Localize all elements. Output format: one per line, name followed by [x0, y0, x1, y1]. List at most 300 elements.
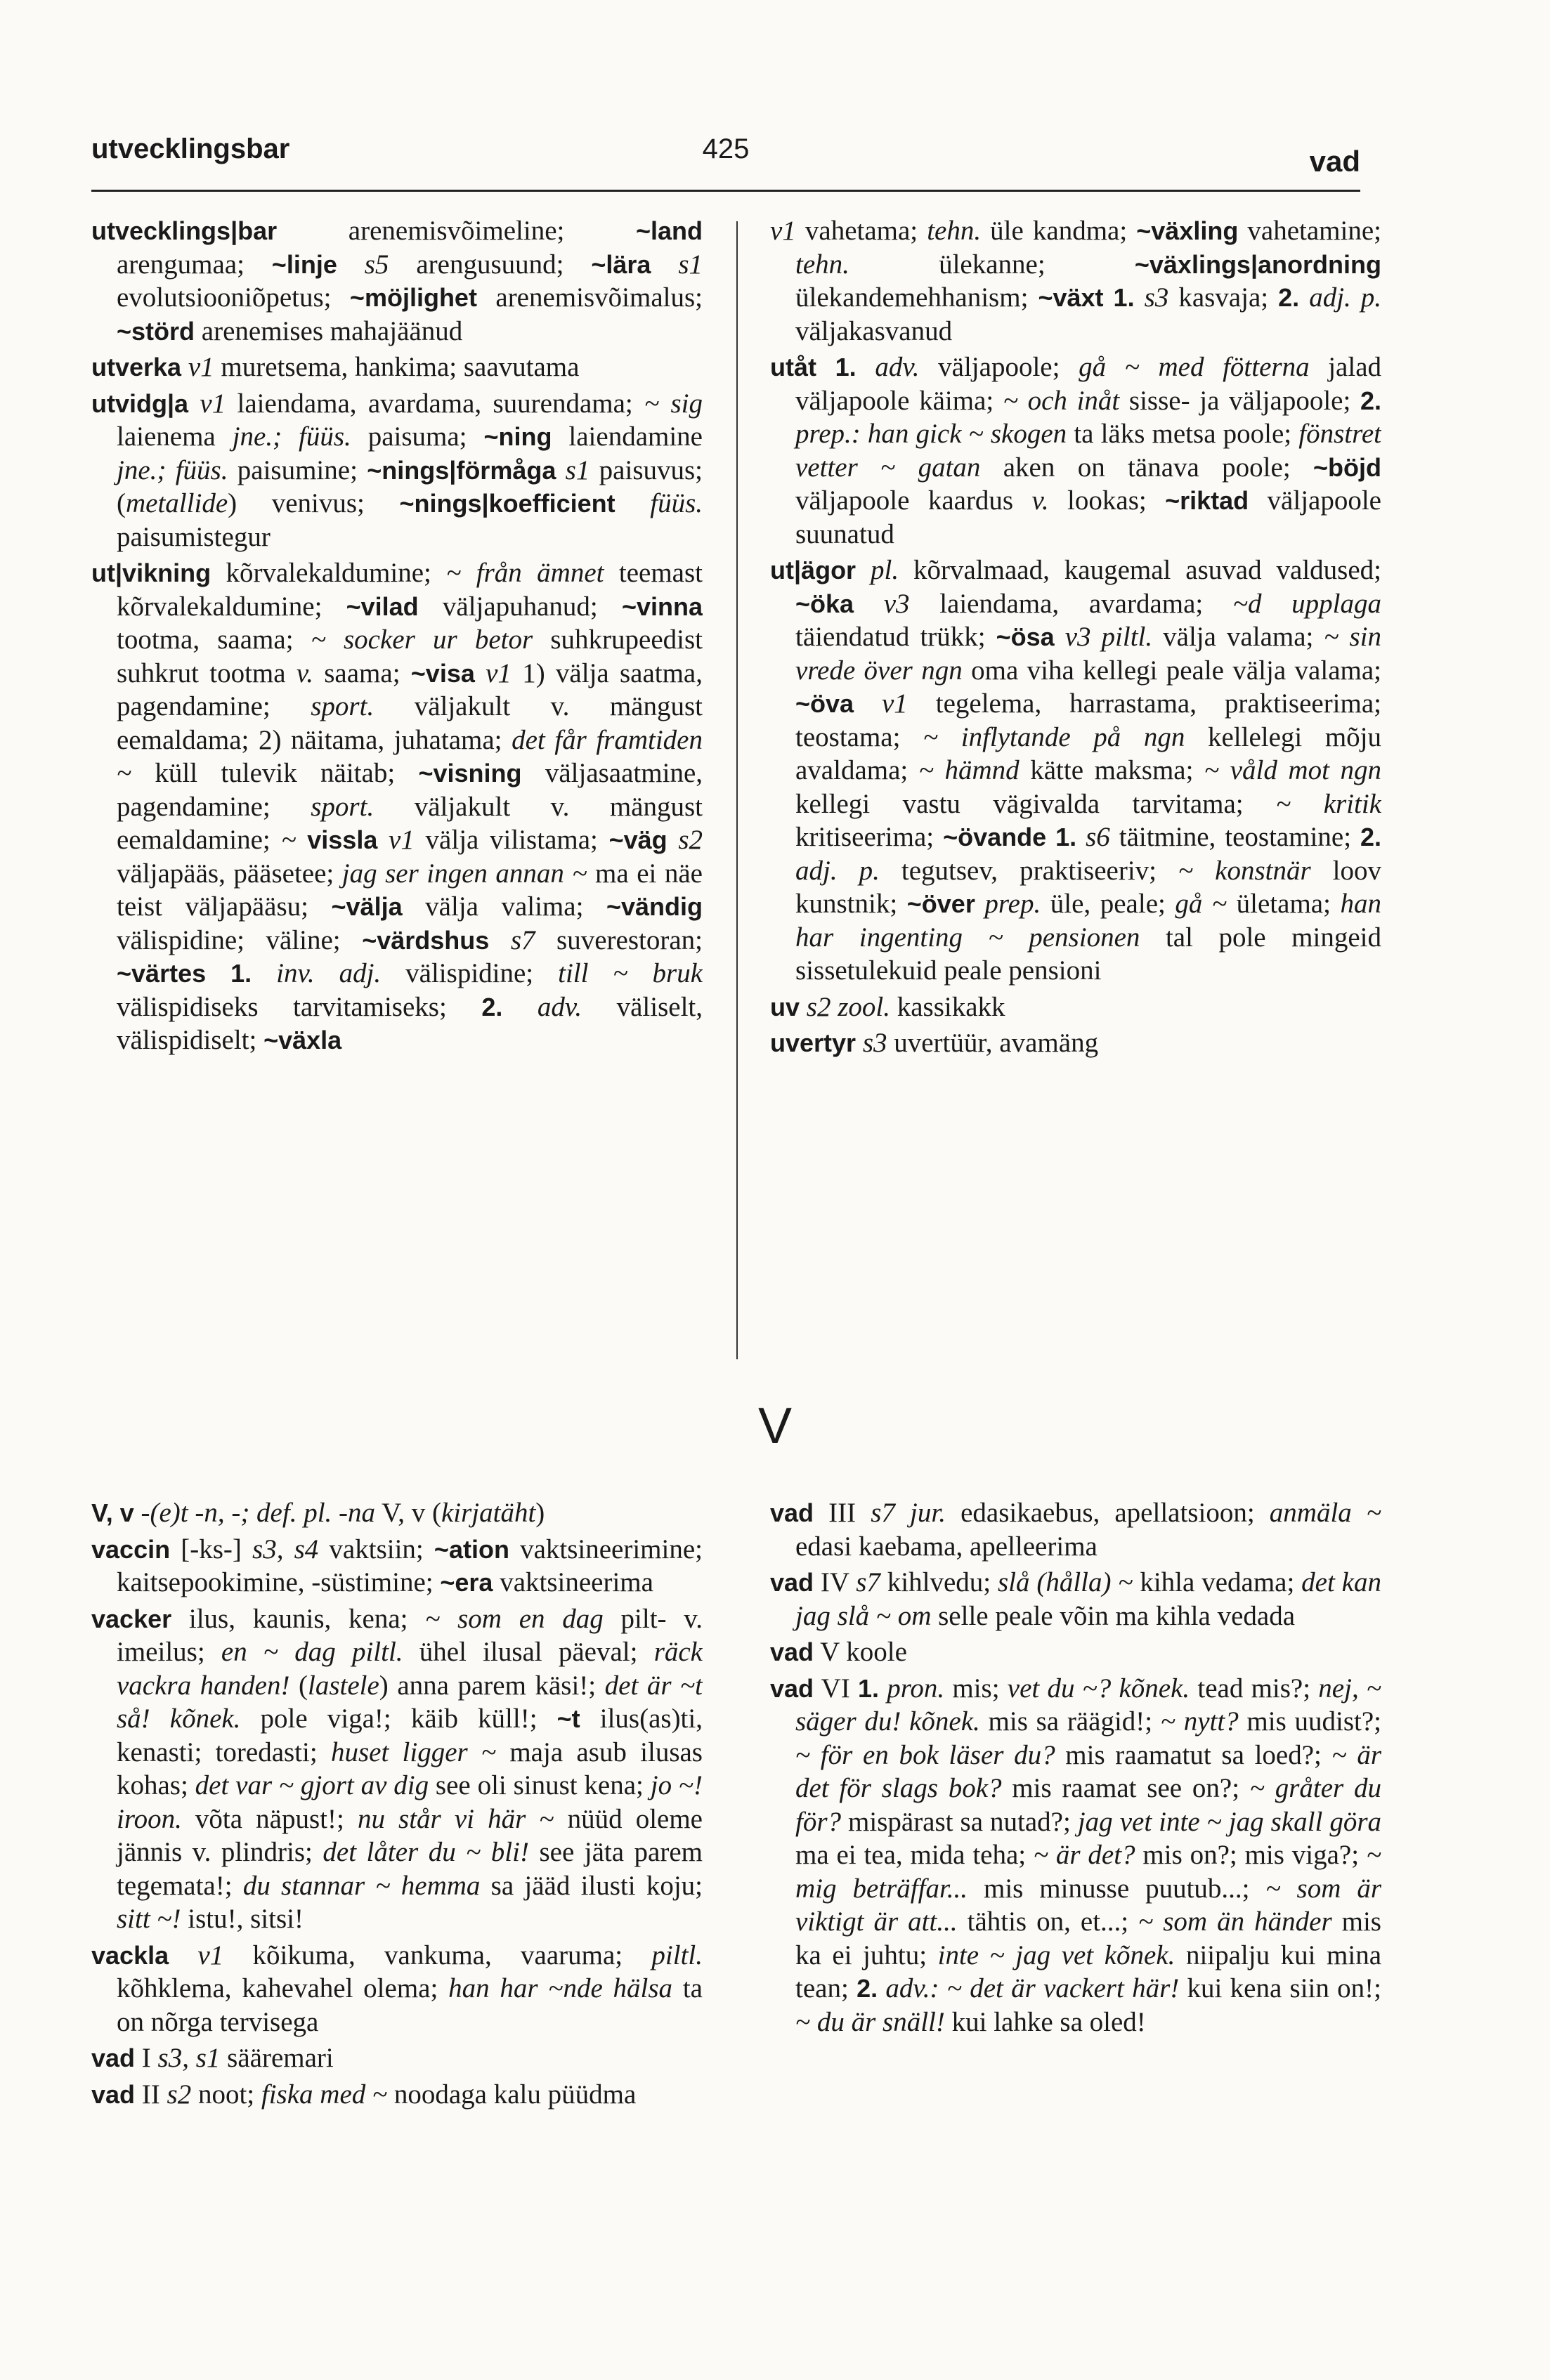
entry-text — [856, 555, 871, 585]
italic-gloss: v. — [296, 658, 313, 688]
entry-text — [252, 958, 276, 988]
entry-text: ühel ilusal päeval; — [403, 1637, 654, 1667]
entry-text: väljasaatmine, pagendamine; — [117, 758, 703, 822]
entry-text: niipalju kui mina tean; — [795, 1940, 1381, 2003]
dictionary-entry — [770, 554, 1381, 988]
entry-text — [1076, 822, 1086, 852]
italic-gloss: slå (hålla) ~ — [997, 1567, 1133, 1597]
entry-text: välispidiseks tarvitamiseks; — [117, 991, 482, 1022]
entry-text: arengusuund; — [389, 249, 592, 280]
italic-gloss: sport. — [311, 691, 375, 721]
italic-gloss: ~ som en dag — [425, 1603, 604, 1634]
entry-text: paisumine; — [228, 455, 367, 485]
entry-text: sääremari — [220, 2043, 334, 2073]
entry-text: lookas; — [1048, 485, 1166, 516]
dictionary-entry — [770, 1496, 1381, 1563]
entry-text: üle kandma; — [981, 216, 1137, 246]
italic-gloss: kirjatäht — [441, 1498, 536, 1528]
entry-text: välispidine; — [381, 958, 559, 988]
headword: ~värtes — [117, 959, 207, 988]
entry-text: väljapääs, pääsetee; — [117, 858, 342, 889]
headword: vissla — [307, 825, 378, 854]
italic-gloss: s3 — [862, 1028, 887, 1058]
headword: ~lära — [591, 249, 651, 279]
headword: ~växling — [1136, 216, 1239, 245]
entry-text: V, v ( — [375, 1498, 441, 1528]
dictionary-entry — [770, 1672, 1381, 2039]
italic-gloss: ~ som är viktigt är att... — [795, 1873, 1381, 1937]
headword: ~vinna — [621, 591, 703, 621]
headword: ~öka — [795, 589, 854, 618]
dictionary-entry — [770, 1566, 1381, 1633]
entry-text: vaktsineerimine; kaitsepookimine, -süstimine; — [117, 1534, 703, 1597]
entry-text: pole viga!; käib küll!; — [240, 1704, 557, 1734]
entry-text — [1104, 282, 1114, 313]
entry-text: kellelegi mõju avaldama; — [795, 721, 1381, 785]
headword: vacker — [91, 1604, 172, 1633]
headword: ~nings|förmåga — [367, 455, 556, 485]
entry-text: ( — [289, 1670, 308, 1701]
headword: ut|ägor — [770, 556, 857, 584]
entry-text: mis sa räägid!; — [979, 1706, 1161, 1737]
italic-gloss: adj. p. — [1309, 282, 1381, 313]
section-u-entries — [91, 214, 1381, 1366]
entry-text: üle, peale; — [1041, 889, 1175, 919]
italic-gloss: adv. — [875, 352, 920, 382]
column-divider — [736, 221, 738, 1359]
italic-gloss: han har ingenting ~ pensionen — [795, 889, 1381, 953]
headword: ~t — [556, 1704, 580, 1733]
italic-gloss: s2 — [167, 2079, 192, 2110]
headword: ~väg — [608, 825, 667, 854]
italic-gloss: inv. adj. — [276, 958, 382, 988]
italic-gloss: ~ som än händer — [1138, 1907, 1332, 1937]
italic-gloss: ~ inflytande på ngn — [923, 721, 1185, 752]
headword: 2. — [1360, 386, 1381, 415]
italic-gloss: ~ för en bok läser du? — [795, 1739, 1055, 1770]
entry-text: IV — [814, 1567, 857, 1597]
entry-text: ma ei näe teist väljapääsu; — [117, 858, 703, 922]
dictionary-entry — [770, 990, 1381, 1024]
entry-text: väljakult v. mängust eemaldamine; — [117, 791, 703, 855]
entry-text: sisse- ja väljapoole; — [1119, 385, 1360, 416]
entry-text — [856, 1028, 863, 1058]
italic-gloss: jag ser ingen annan ~ — [341, 858, 587, 889]
dictionary-entry — [91, 2078, 703, 2112]
entry-text — [651, 249, 678, 280]
italic-gloss: s2 zool. — [806, 991, 890, 1022]
entry-text: kõrvalmaad, kaugemal asuvad valdused; — [899, 555, 1381, 585]
running-head-right: vad — [1309, 145, 1360, 178]
italic-gloss: prep.: han gick ~ skogen — [795, 419, 1067, 449]
entry-text: [-ks-] — [170, 1534, 253, 1564]
headword: ~visa — [410, 658, 475, 688]
italic-gloss: nej, ~ säger du! kõnek. — [795, 1673, 1381, 1737]
italic-gloss: ~ sin vrede över ngn — [795, 622, 1381, 686]
headword: ~vändig — [606, 892, 703, 921]
italic-gloss: ~ gråter du för? — [795, 1773, 1381, 1837]
entry-text: kellegi vastu vägivalda tarvitama; — [795, 788, 1277, 819]
headword: ~era — [440, 1568, 493, 1597]
headword: vad — [770, 1673, 814, 1703]
italic-gloss: v1 — [200, 388, 226, 419]
italic-gloss: till ~ bruk — [558, 958, 703, 988]
entry-text: laiendama, avardama, suurendama; — [226, 388, 645, 419]
entry-text: kihlvedu; — [880, 1567, 998, 1597]
italic-gloss: sport. — [311, 791, 375, 822]
entry-text — [188, 388, 200, 419]
headword: ~växt — [1038, 283, 1104, 312]
headword: 1. — [230, 959, 252, 988]
entry-text: mis on?; mis viga?; — [1135, 1840, 1367, 1870]
italic-gloss: s2 — [678, 825, 703, 855]
entry-text — [489, 925, 511, 955]
headword: ~över — [906, 889, 975, 918]
headword: 2. — [1278, 283, 1300, 312]
entry-text: arenemisvõimeline; — [277, 216, 636, 246]
italic-gloss: s7 — [510, 924, 535, 955]
entry-text: kassikakk — [890, 991, 1005, 1022]
italic-gloss: det låter du ~ bli! — [323, 1837, 529, 1867]
dictionary-entry — [91, 351, 703, 384]
italic-gloss: det var ~ gjort av dig — [195, 1770, 429, 1800]
entry-text: aken on tänava poole; — [980, 452, 1313, 483]
entry-text — [816, 352, 835, 382]
entry-text: see oli sinust kena; — [429, 1770, 651, 1800]
headword: ~visning — [418, 759, 522, 787]
italic-gloss: s7 — [856, 1567, 880, 1597]
entry-text — [616, 488, 651, 518]
entry-text: väljapuhanud; — [418, 591, 622, 622]
headword: vad — [770, 1568, 814, 1597]
headword: vad — [91, 2079, 136, 2109]
entry-text: edasikaebus, apellatsioon; — [945, 1498, 1270, 1528]
italic-gloss: adv.: ~ det är vackert här! — [885, 1973, 1180, 2003]
dictionary-entry — [91, 1533, 703, 1600]
entry-text: kui kena siin on!; — [1179, 1973, 1381, 2003]
entry-text: mis raamatut sa loed?; — [1055, 1739, 1332, 1770]
entry-text — [857, 352, 875, 382]
italic-gloss: adj. p. — [795, 855, 880, 886]
entry-text: pilt- v. imeilus; — [117, 1603, 703, 1667]
italic-gloss: s1 — [565, 455, 590, 485]
italic-gloss: fiska med ~ — [261, 2079, 388, 2110]
entry-text: kõhklema, kahevahel olema; — [117, 1973, 449, 2003]
dictionary-entry — [770, 214, 1381, 348]
entry-text: kõrvalekaldumine; — [211, 558, 447, 588]
headword: utvecklings|bar — [91, 216, 278, 245]
header-rule — [91, 190, 1360, 192]
entry-text: välja vilistama; — [414, 825, 609, 855]
italic-gloss: lastele — [307, 1670, 379, 1701]
italic-gloss: s3 — [1144, 282, 1169, 313]
italic-gloss: jne.; füüs. — [117, 455, 228, 485]
headword: 1. — [1055, 823, 1077, 851]
entry-text: vaktsineerima — [493, 1567, 653, 1597]
entry-text — [206, 958, 230, 988]
italic-gloss: jo ~! iroon. — [117, 1770, 703, 1834]
headword: ~land — [635, 216, 703, 245]
entry-text: mis; — [944, 1673, 1008, 1704]
italic-gloss: ~ mig beträffar... — [795, 1840, 1381, 1904]
dictionary-entry — [91, 2041, 703, 2075]
column-top-right — [770, 214, 1381, 1366]
headword: utvidg|a — [91, 388, 189, 418]
entry-text — [878, 1973, 885, 2003]
entry-text: väljapoole kaardus — [795, 485, 1032, 516]
entry-text: ilus(as)ti, kenasti; toredasti; — [117, 1704, 703, 1767]
italic-gloss: anmäla ~ — [1269, 1498, 1381, 1528]
headword: uvertyr — [770, 1028, 857, 1057]
entry-text — [667, 825, 679, 855]
entry-text: jalad väljapoole käima; — [795, 352, 1381, 416]
dictionary-entry — [91, 1602, 703, 1936]
headword: 2. — [1360, 823, 1381, 851]
italic-gloss: ~ — [281, 825, 297, 855]
entry-text: nüüd oleme jännis v. plindris; — [117, 1803, 703, 1867]
italic-gloss: jag vet inte ~ jag skall göra — [1077, 1806, 1381, 1837]
headword: ~nings|koefficient — [399, 489, 616, 518]
entry-text: laiendamine — [552, 421, 703, 452]
headword: ~ning — [483, 422, 552, 451]
italic-gloss: v1 — [770, 216, 796, 246]
entry-text: mis ka ei juhtu; — [795, 1907, 1381, 1970]
entry-text: võta näpust!; — [181, 1803, 358, 1834]
entry-text: see jäta parem tegemata!; — [117, 1837, 703, 1901]
entry-text: tegutsev, praktiseeriv; — [879, 855, 1179, 886]
entry-text: arengumaa; — [117, 249, 272, 280]
italic-gloss: huset ligger ~ — [330, 1737, 497, 1767]
italic-gloss: pl. — [871, 555, 899, 585]
headword: ~värdshus — [362, 925, 490, 955]
italic-gloss: ~ våld mot ngn — [1204, 755, 1381, 785]
italic-gloss: det är ~t så! kõnek. — [117, 1670, 703, 1734]
italic-gloss: det får framtiden ~ — [117, 724, 703, 788]
italic-gloss: jne.; füüs. — [232, 421, 351, 452]
italic-gloss: ~ nytt? — [1160, 1706, 1239, 1737]
dictionary-entry — [91, 387, 703, 554]
headword: ~böjd — [1313, 452, 1381, 482]
italic-gloss: adv. — [537, 991, 582, 1022]
headword: ~störd — [117, 316, 195, 346]
entry-text: kasvaja; — [1168, 282, 1279, 313]
headword: ~möjlighet — [349, 283, 477, 312]
italic-gloss: ~ är det? — [1033, 1840, 1135, 1870]
headword: ~ation — [434, 1534, 509, 1564]
entry-text: mis minusse puutub...; — [968, 1873, 1266, 1904]
entry-text: noodaga kalu püüdma — [387, 2079, 637, 2110]
italic-gloss: metallide — [126, 488, 228, 518]
italic-gloss: ~ från ämnet — [446, 558, 604, 588]
entry-text: tal pole mingeid sissetulekuid peale pensioni — [795, 922, 1381, 986]
entry-text: ülekandemehhanism; — [795, 282, 1038, 313]
entry-text: laiendama, avardama; — [909, 588, 1233, 619]
entry-text: suverestoran; — [535, 924, 703, 955]
entry-text: loov kunstnik; — [795, 855, 1381, 919]
entry-text: ületama; — [1227, 889, 1341, 919]
entry-text: sa jääd ilusti koju; — [480, 1870, 703, 1901]
headword: ~övande — [943, 823, 1047, 851]
entry-text — [854, 688, 882, 719]
entry-text: tähtis on, et...; — [957, 1907, 1139, 1937]
entry-text: suhkrupeedist suhkrut tootma — [117, 625, 703, 688]
entry-text: kätte maksma; — [1019, 755, 1205, 785]
entry-text — [502, 992, 538, 1022]
column-bottom-right — [770, 1496, 1381, 2283]
entry-text: paisumistegur — [117, 521, 271, 552]
italic-gloss: s3, s4 — [252, 1534, 319, 1564]
italic-gloss: han har ~nde hälsa — [448, 1973, 673, 2003]
italic-gloss: sitt ~! — [117, 1904, 181, 1934]
headword: 1. — [835, 353, 857, 381]
italic-gloss: v3 piltl. — [1064, 622, 1153, 652]
italic-gloss: det kan jag slå ~ om — [795, 1567, 1381, 1631]
entry-text: oma viha kellegi peale välja valama; — [962, 655, 1381, 686]
entry-text — [556, 455, 565, 485]
headword: ~riktad — [1165, 486, 1249, 515]
section-letter-heading: V — [757, 1398, 793, 1454]
headword: ~växla — [263, 1026, 342, 1054]
entry-text: välja valima; — [402, 891, 606, 922]
entry-text: VI — [814, 1673, 858, 1704]
entry-text — [854, 589, 884, 619]
entry-text — [1135, 282, 1145, 313]
italic-gloss: s6 — [1086, 822, 1110, 852]
dictionary-entry — [91, 214, 703, 348]
entry-text: väljakasvanud — [795, 315, 953, 346]
column-top-left — [91, 214, 703, 1366]
italic-gloss: gå ~ med fötterna — [1079, 352, 1310, 382]
entry-text: ilus, kaunis, kena; — [171, 1603, 426, 1634]
italic-gloss: ~ och inåt — [1003, 385, 1120, 416]
entry-text: noot; — [191, 2079, 261, 2110]
dictionary-entry — [770, 351, 1381, 551]
italic-gloss: ~ konstnär — [1178, 855, 1311, 886]
entry-text: kritiseerima; — [795, 822, 944, 852]
entry-text — [1055, 622, 1065, 652]
entry-text: kõikuma, vankuma, vaaruma; — [223, 1940, 652, 1970]
italic-gloss: v1 — [389, 825, 415, 855]
entry-text: ta läks metsa poole; — [1067, 419, 1299, 449]
italic-gloss: füüs. — [650, 488, 703, 518]
italic-gloss: s3, s1 — [157, 2043, 221, 2073]
italic-gloss: ~ kritik — [1276, 788, 1381, 819]
headword: ~ösa — [996, 622, 1055, 651]
italic-gloss: gå ~ — [1175, 889, 1227, 919]
italic-gloss: ~ hämnd — [918, 755, 1020, 785]
entry-text — [879, 1673, 887, 1704]
italic-gloss: s1 — [678, 249, 703, 280]
entry-text: täiendatud trükk; — [795, 622, 996, 652]
headword: vad — [770, 1498, 814, 1527]
entry-text — [181, 352, 188, 382]
headword: 2. — [481, 992, 503, 1021]
entry-text: edasi kaebama, apelleerima — [795, 1531, 1098, 1562]
entry-text: paisuvus; ( — [117, 455, 703, 518]
entry-text: ülekanne; — [849, 249, 1135, 280]
entry-text — [337, 249, 365, 280]
entry-text — [377, 825, 389, 855]
italic-gloss: piltl. — [651, 1940, 703, 1970]
entry-text: kui lahke sa oled! — [944, 2006, 1146, 2037]
entry-text: välispidine; väline; — [117, 924, 363, 955]
italic-gloss: v1 — [486, 658, 512, 688]
headword: utverka — [91, 353, 182, 381]
page-header — [91, 133, 1360, 204]
dictionary-entry — [91, 1939, 703, 2039]
italic-gloss: nu står vi här ~ — [357, 1803, 554, 1834]
entry-text: laienema — [117, 421, 233, 452]
entry-text: tootma, saama; — [117, 625, 311, 655]
headword: ~vilad — [346, 591, 419, 621]
dictionary-entry — [91, 1496, 703, 1530]
italic-gloss: fönstret vetter ~ gatan — [795, 419, 1381, 483]
italic-gloss: v1 — [188, 352, 214, 382]
entry-text: tead mis?; — [1190, 1673, 1319, 1704]
entry-text: istu!, sitsi! — [181, 1904, 304, 1934]
dictionary-entry — [91, 556, 703, 1057]
entry-text: välja valama; — [1152, 622, 1324, 652]
entry-text: väljakult v. mängust eemaldama; 2) näitama, juhatama; — [117, 691, 703, 755]
dictionary-entry — [770, 1026, 1381, 1060]
entry-text: III — [814, 1498, 871, 1528]
entry-text: paisuma; — [351, 421, 484, 452]
italic-gloss: s7 jur. — [871, 1498, 946, 1528]
entry-text: väliselt, välispidiselt; — [117, 991, 703, 1055]
entry-text: kihla vedama; — [1133, 1567, 1302, 1597]
entry-text: vaktsiin; — [318, 1534, 434, 1564]
headword: vackla — [91, 1940, 169, 1970]
entry-text: vahetamine; — [1238, 216, 1381, 246]
entry-text: ta on nõrga tervisega — [117, 1973, 703, 2037]
entry-text: II — [135, 2079, 167, 2110]
entry-text — [169, 1940, 197, 1970]
section-v-entries — [91, 1496, 1381, 2283]
entry-text: muretsema, hankima; saavutama — [214, 352, 580, 382]
dictionary-entry — [770, 1635, 1381, 1669]
entry-text — [475, 658, 486, 688]
entry-text: väljapoole suunatud — [795, 485, 1381, 549]
entry-text: uvertüür, avamäng — [887, 1028, 1099, 1058]
entry-text: tegelema, harrastama, praktiseerima; teostama; — [795, 688, 1381, 752]
entry-text: arenemises mahajäänud — [195, 315, 463, 346]
headword: 1. — [1113, 283, 1135, 312]
entry-text: väljapoole; — [919, 352, 1079, 382]
entry-text: evolutsiooniõpetus; — [117, 282, 350, 313]
headword: 2. — [857, 1974, 878, 2003]
entry-text: mis uudist?; — [1238, 1706, 1381, 1737]
entry-text — [1046, 822, 1055, 852]
italic-gloss: ~ är det för slags bok? — [795, 1739, 1381, 1803]
entry-text: täitmine, teostamine; — [1109, 822, 1360, 852]
italic-gloss: ~ sig — [644, 388, 703, 419]
italic-gloss: ~d upplaga — [1232, 588, 1381, 619]
headword: vad — [91, 2044, 136, 2072]
italic-gloss: v1 — [882, 688, 908, 719]
entry-text: I — [135, 2043, 158, 2073]
italic-gloss: v3 — [883, 588, 910, 619]
headword: vaccin — [91, 1534, 171, 1564]
entry-text — [975, 889, 985, 919]
italic-gloss: inte ~ jag vet kõnek. — [937, 1940, 1175, 1970]
entry-text: mis raamat see on?; — [1001, 1773, 1250, 1803]
italic-gloss: ~ du är snäll! — [795, 2006, 945, 2037]
italic-gloss: s5 — [364, 249, 389, 280]
entry-text: vahetama; — [795, 216, 927, 246]
entry-text — [297, 825, 308, 855]
headword: ~linje — [271, 249, 337, 279]
entry-text: küll tulevik näitab; — [131, 758, 419, 788]
